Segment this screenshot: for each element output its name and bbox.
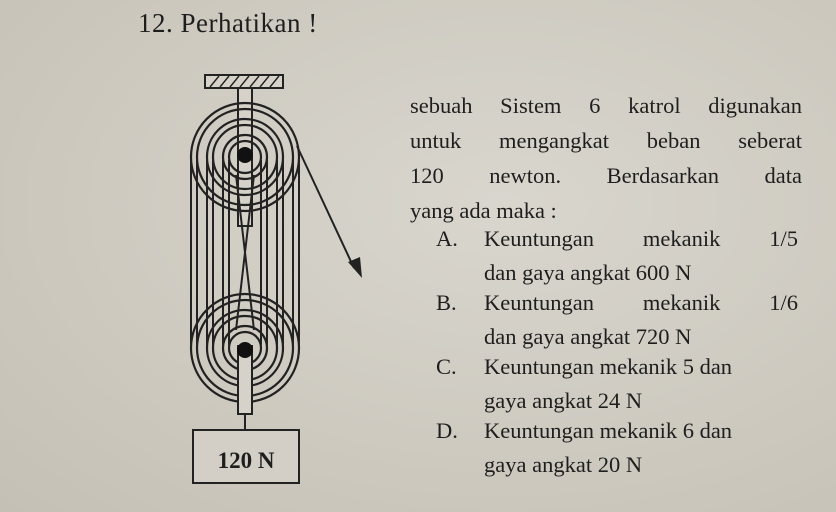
option-text-line: gaya angkat 24 N bbox=[484, 388, 643, 413]
intro-line: 120 newton. Berdasarkan data bbox=[410, 163, 802, 188]
question-intro bbox=[410, 88, 802, 228]
intro-line: yang ada maka : bbox=[410, 198, 557, 223]
option-letter: B. bbox=[436, 290, 457, 315]
option-text-line: Keuntungan mekanik 1/5 bbox=[484, 226, 798, 251]
ceiling-support bbox=[205, 75, 283, 88]
question-title: 12. Perhatikan ! bbox=[138, 8, 318, 38]
upper-axle bbox=[237, 147, 253, 163]
option-text-line: Keuntungan mekanik 6 dan bbox=[484, 418, 733, 443]
intro-line: untuk mengangkat beban seberat bbox=[410, 128, 802, 153]
option-text-line: Keuntungan mekanik 5 dan bbox=[484, 354, 733, 379]
pull-rope-arrow bbox=[297, 146, 362, 278]
option-text-line: gaya angkat 20 N bbox=[484, 452, 643, 477]
option-text-line: Keuntungan mekanik 1/6 bbox=[484, 290, 798, 315]
intro-line: sebuah Sistem 6 katrol digunakan bbox=[410, 93, 802, 118]
option-letter: D. bbox=[436, 418, 458, 443]
option-letter: A. bbox=[436, 226, 458, 251]
option-text-line: dan gaya angkat 600 N bbox=[484, 260, 692, 285]
option-text-line: dan gaya angkat 720 N bbox=[484, 324, 692, 349]
option-letter: C. bbox=[436, 354, 457, 379]
lower-axle bbox=[237, 342, 253, 358]
load-label: 120 N bbox=[217, 448, 275, 473]
